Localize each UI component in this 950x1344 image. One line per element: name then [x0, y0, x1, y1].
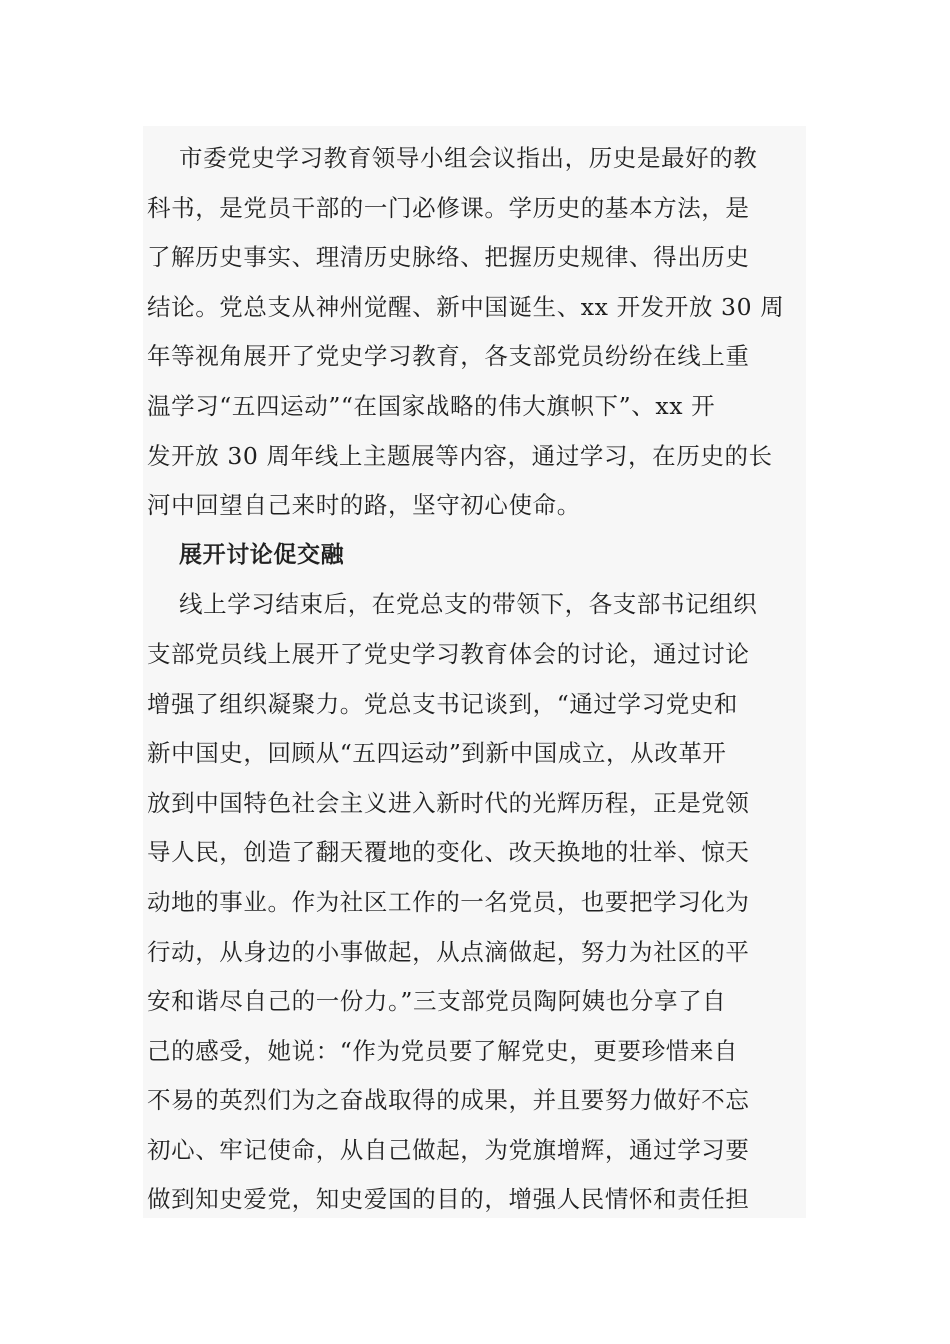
paragraph-line: 增强了组织凝聚力。党总支书记谈到，“通过学习党史和 — [147, 689, 739, 718]
paragraph-line: 发开放 30 周年线上主题展等内容，通过学习，在历史的长 — [147, 441, 773, 470]
paragraph-line: 不易的英烈们为之奋战取得的成果，并且要努力做好不忘 — [147, 1086, 750, 1115]
paragraph-line: 温学习“五四运动”“在国家战略的伟大旗帜下”、xx 开 — [147, 391, 716, 420]
paragraph-line: 新中国史，回顾从“五四运动”到新中国成立，从改革开 — [147, 739, 727, 768]
paragraph-line: 行动，从身边的小事做起，从点滴做起，努力为社区的平 — [147, 937, 750, 966]
paragraph-line: 河中回望自己来时的路，坚守初心使命。 — [147, 491, 581, 520]
section-heading: 展开讨论促交融 — [179, 541, 345, 568]
paragraph-line: 科书，是党员干部的一门必修课。学历史的基本方法，是 — [147, 193, 750, 222]
paragraph-line: 动地的事业。作为社区工作的一名党员，也要把学习化为 — [147, 887, 750, 916]
paragraph-line: 市委党史学习教育领导小组会议指出，历史是最好的教 — [179, 144, 758, 172]
paragraph-line: 了解历史事实、理清历史脉络、把握历史规律、得出历史 — [147, 243, 750, 272]
paragraph-line: 线上学习结束后，在党总支的带领下，各支部书记组织 — [179, 590, 758, 619]
paragraph-history-study — [147, 134, 802, 531]
paragraph-line: 支部党员线上展开了党史学习教育体会的讨论，通过讨论 — [147, 639, 750, 668]
paragraph-line: 年等视角展开了党史学习教育，各支部党员纷纷在线上重 — [147, 342, 750, 371]
paragraph-line: 初心、牢记使命，从自己做起，为党旗增辉，通过学习要 — [147, 1135, 750, 1164]
paragraph-line: 结论。党总支从神州觉醒、新中国诞生、xx 开发开放 30 周 — [147, 292, 785, 321]
paragraph-line: 导人民，创造了翻天覆地的变化、改天换地的壮举、惊天 — [147, 838, 750, 867]
paragraph-line: 放到中国特色社会主义进入新时代的光辉历程，正是党领 — [147, 788, 750, 817]
article-text-block — [143, 126, 806, 1218]
paragraph-line: 安和谐尽自己的一份力。”三支部党员陶阿姨也分享了自 — [147, 987, 727, 1016]
paragraph-line: 做到知史爱党，知史爱国的目的，增强人民情怀和责任担 — [147, 1185, 750, 1214]
paragraph-discussion — [147, 580, 802, 1225]
paragraph-line: 己的感受，她说：“作为党员要了解党史，更要珍惜来自 — [147, 1036, 739, 1065]
